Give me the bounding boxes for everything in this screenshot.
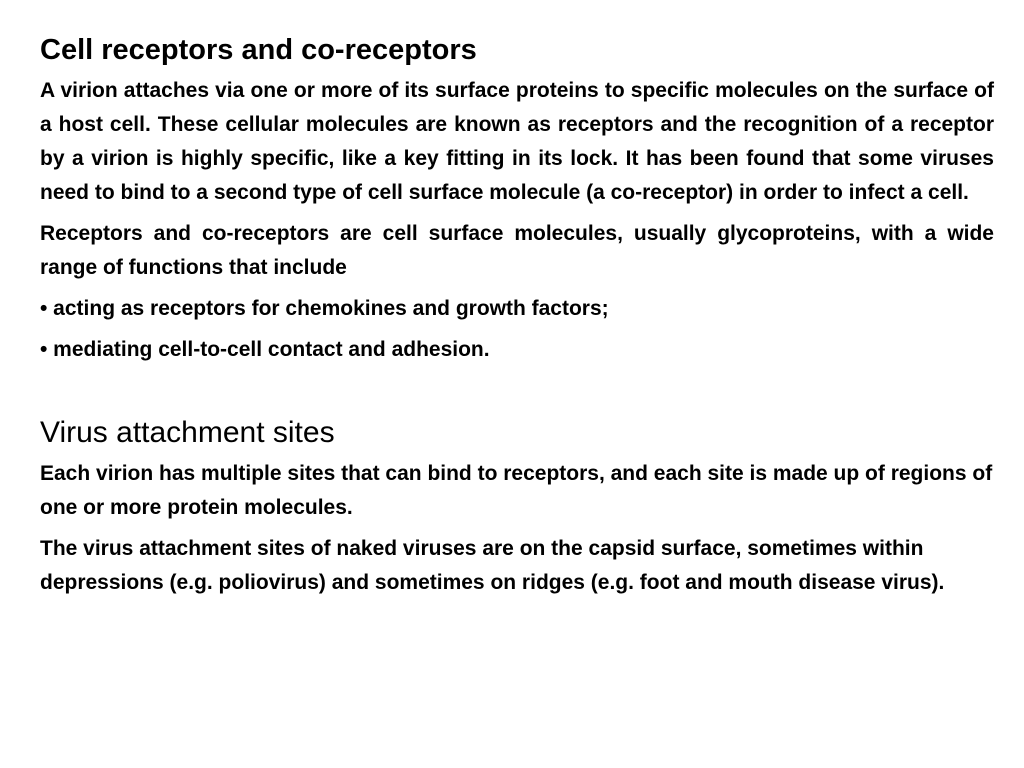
paragraph-naked-viruses: The virus attachment sites of naked viruses are on the capsid surface, sometimes within depressions (e.g. poliovirus) and sometimes on ridges (e.g. foot and mouth disease virus). xyxy=(40,537,945,594)
section-heading-attachment-sites: Virus attachment sites xyxy=(40,416,335,449)
paragraph-multiple-sites: Each virion has multiple sites that can bind to receptors, and each site is made up of regions of one or more protein molecules. xyxy=(40,462,993,519)
paragraph-virion-attachment: A virion attaches via one or more of its surface proteins to specific molecules on the surface of a host cell. These cellular molecules are known as receptors and the recognition of a receptor by a virion is highly specific, like a key fitting in its lock. It has been found that some viruses need to bind to a second type of cell surface molecule (a co-receptor) in order to infect a cell. xyxy=(40,79,994,204)
section-spacer xyxy=(40,374,994,413)
slide-content xyxy=(40,30,994,607)
bullet-item-chemokines: • acting as receptors for chemokines and growth factors; xyxy=(40,297,609,320)
section-heading-cell-receptors: Cell receptors and co-receptors xyxy=(40,34,477,66)
paragraph-receptors-functions: Receptors and co-receptors are cell surface molecules, usually glycoproteins, with a wide range of functions that include xyxy=(40,222,994,279)
bullet-item-cell-contact: • mediating cell-to-cell contact and adhesion. xyxy=(40,338,490,361)
